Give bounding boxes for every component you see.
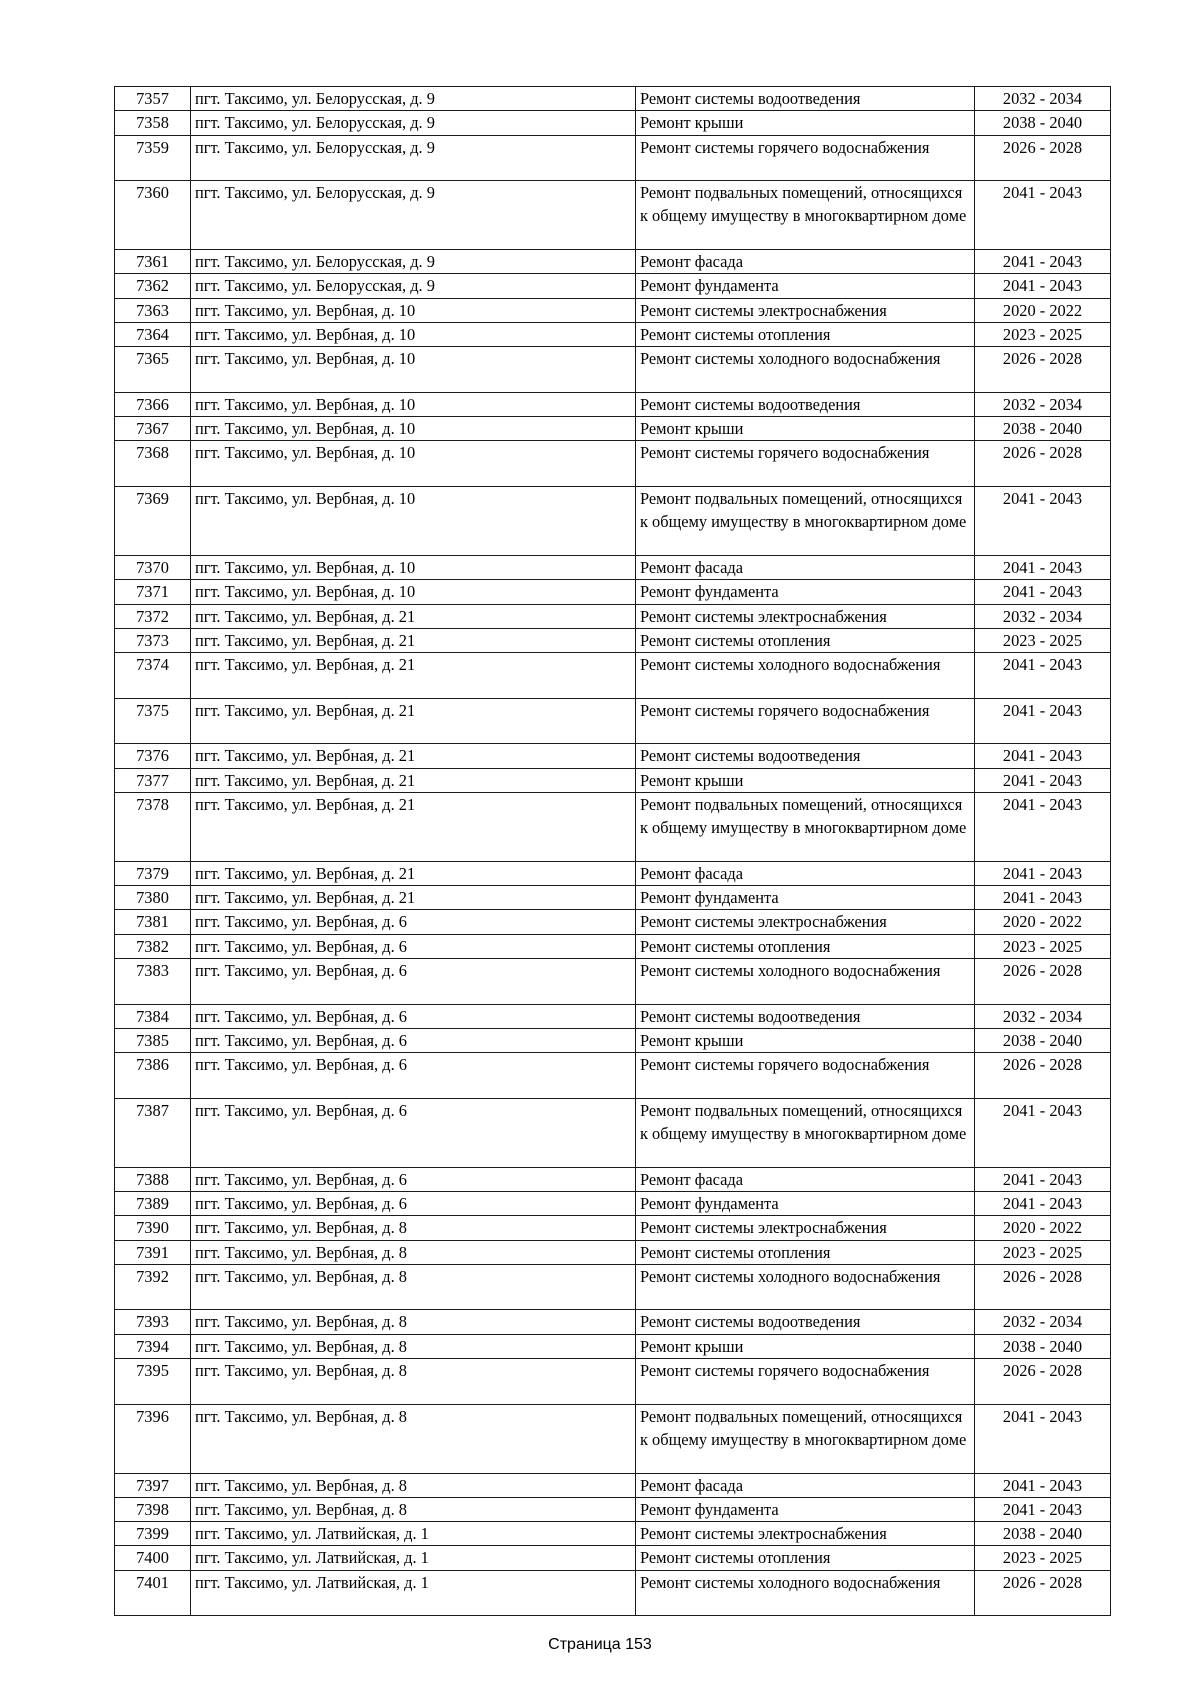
- work-type-cell: Ремонт системы холодного водоснабжения: [636, 1570, 975, 1616]
- row-number-cell: 7376: [115, 744, 191, 768]
- period-cell: 2023 - 2025: [975, 1240, 1111, 1264]
- row-number-cell: 7366: [115, 392, 191, 416]
- address-cell: пгт. Таксимо, ул. Вербная, д. 21: [191, 792, 636, 861]
- row-number-cell: 7374: [115, 653, 191, 699]
- period-cell: 2041 - 2043: [975, 744, 1111, 768]
- row-number-cell: 7368: [115, 441, 191, 487]
- row-number-cell: 7384: [115, 1004, 191, 1028]
- period-cell: 2020 - 2022: [975, 1216, 1111, 1240]
- table-row: [115, 1310, 1111, 1334]
- work-type-cell: Ремонт фасада: [636, 861, 975, 885]
- period-cell: 2041 - 2043: [975, 487, 1111, 556]
- repair-schedule-table: [114, 86, 1111, 1616]
- address-cell: пгт. Таксимо, ул. Вербная, д. 21: [191, 768, 636, 792]
- table-row: [115, 604, 1111, 628]
- period-cell: 2020 - 2022: [975, 910, 1111, 934]
- work-type-cell: Ремонт системы холодного водоснабжения: [636, 653, 975, 699]
- table-row: [115, 347, 1111, 393]
- table-row: [115, 744, 1111, 768]
- row-number-cell: 7390: [115, 1216, 191, 1240]
- period-cell: 2023 - 2025: [975, 1546, 1111, 1570]
- period-cell: 2041 - 2043: [975, 1497, 1111, 1521]
- work-type-cell: Ремонт системы отопления: [636, 934, 975, 958]
- row-number-cell: 7400: [115, 1546, 191, 1570]
- row-number-cell: 7363: [115, 298, 191, 322]
- table-row: [115, 1191, 1111, 1215]
- row-number-cell: 7401: [115, 1570, 191, 1616]
- work-type-cell: Ремонт системы холодного водоснабжения: [636, 958, 975, 1004]
- work-type-cell: Ремонт крыши: [636, 1334, 975, 1358]
- address-cell: пгт. Таксимо, ул. Вербная, д. 21: [191, 744, 636, 768]
- row-number-cell: 7369: [115, 487, 191, 556]
- row-number-cell: 7378: [115, 792, 191, 861]
- work-type-cell: Ремонт системы отопления: [636, 322, 975, 346]
- table-row: [115, 1334, 1111, 1358]
- row-number-cell: 7388: [115, 1167, 191, 1191]
- address-cell: пгт. Таксимо, ул. Вербная, д. 6: [191, 958, 636, 1004]
- address-cell: пгт. Таксимо, ул. Вербная, д. 10: [191, 417, 636, 441]
- period-cell: 2026 - 2028: [975, 347, 1111, 393]
- row-number-cell: 7399: [115, 1522, 191, 1546]
- period-cell: 2023 - 2025: [975, 628, 1111, 652]
- work-type-cell: Ремонт системы электроснабжения: [636, 1522, 975, 1546]
- address-cell: пгт. Таксимо, ул. Белорусская, д. 9: [191, 111, 636, 135]
- work-type-cell: Ремонт подвальных помещений, относящихся к общему имуществу в многоквартирном доме: [636, 1098, 975, 1167]
- work-type-cell: Ремонт системы электроснабжения: [636, 910, 975, 934]
- table-row: [115, 934, 1111, 958]
- table-row: [115, 1546, 1111, 1570]
- work-type-cell: Ремонт фасада: [636, 250, 975, 274]
- period-cell: 2026 - 2028: [975, 135, 1111, 181]
- table-row: [115, 698, 1111, 744]
- address-cell: пгт. Таксимо, ул. Вербная, д. 21: [191, 861, 636, 885]
- table-row: [115, 910, 1111, 934]
- period-cell: 2038 - 2040: [975, 1028, 1111, 1052]
- address-cell: пгт. Таксимо, ул. Вербная, д. 8: [191, 1497, 636, 1521]
- address-cell: пгт. Таксимо, ул. Вербная, д. 10: [191, 322, 636, 346]
- row-number-cell: 7397: [115, 1473, 191, 1497]
- work-type-cell: Ремонт системы отопления: [636, 628, 975, 652]
- table-row: [115, 1359, 1111, 1405]
- work-type-cell: Ремонт крыши: [636, 417, 975, 441]
- period-cell: 2023 - 2025: [975, 934, 1111, 958]
- address-cell: пгт. Таксимо, ул. Белорусская, д. 9: [191, 274, 636, 298]
- address-cell: пгт. Таксимо, ул. Белорусская, д. 9: [191, 135, 636, 181]
- work-type-cell: Ремонт системы водоотведения: [636, 1310, 975, 1334]
- work-type-cell: Ремонт фасада: [636, 1473, 975, 1497]
- table-row: [115, 1522, 1111, 1546]
- row-number-cell: 7381: [115, 910, 191, 934]
- address-cell: пгт. Таксимо, ул. Вербная, д. 8: [191, 1359, 636, 1405]
- table-row: [115, 487, 1111, 556]
- table-row: [115, 1264, 1111, 1310]
- table-row: [115, 653, 1111, 699]
- period-cell: 2041 - 2043: [975, 861, 1111, 885]
- row-number-cell: 7387: [115, 1098, 191, 1167]
- row-number-cell: 7367: [115, 417, 191, 441]
- work-type-cell: Ремонт системы водоотведения: [636, 392, 975, 416]
- work-type-cell: Ремонт системы отопления: [636, 1240, 975, 1264]
- address-cell: пгт. Таксимо, ул. Белорусская, д. 9: [191, 181, 636, 250]
- table-row: [115, 322, 1111, 346]
- table-row: [115, 250, 1111, 274]
- work-type-cell: Ремонт системы водоотведения: [636, 744, 975, 768]
- row-number-cell: 7364: [115, 322, 191, 346]
- address-cell: пгт. Таксимо, ул. Вербная, д. 10: [191, 392, 636, 416]
- period-cell: 2038 - 2040: [975, 111, 1111, 135]
- row-number-cell: 7371: [115, 580, 191, 604]
- row-number-cell: 7359: [115, 135, 191, 181]
- period-cell: 2041 - 2043: [975, 1404, 1111, 1473]
- address-cell: пгт. Таксимо, ул. Вербная, д. 10: [191, 555, 636, 579]
- row-number-cell: 7383: [115, 958, 191, 1004]
- table-row: [115, 298, 1111, 322]
- address-cell: пгт. Таксимо, ул. Вербная, д. 10: [191, 298, 636, 322]
- work-type-cell: Ремонт фундамента: [636, 1497, 975, 1521]
- work-type-cell: Ремонт системы водоотведения: [636, 87, 975, 111]
- period-cell: 2032 - 2034: [975, 604, 1111, 628]
- work-type-cell: Ремонт системы холодного водоснабжения: [636, 347, 975, 393]
- address-cell: пгт. Таксимо, ул. Вербная, д. 8: [191, 1404, 636, 1473]
- period-cell: 2026 - 2028: [975, 958, 1111, 1004]
- table-row: [115, 861, 1111, 885]
- address-cell: пгт. Таксимо, ул. Вербная, д. 8: [191, 1264, 636, 1310]
- work-type-cell: Ремонт подвальных помещений, относящихся к общему имуществу в многоквартирном доме: [636, 181, 975, 250]
- period-cell: 2032 - 2034: [975, 1004, 1111, 1028]
- table-row: [115, 1028, 1111, 1052]
- address-cell: пгт. Таксимо, ул. Латвийская, д. 1: [191, 1522, 636, 1546]
- table-row: [115, 1004, 1111, 1028]
- row-number-cell: 7357: [115, 87, 191, 111]
- row-number-cell: 7372: [115, 604, 191, 628]
- period-cell: 2026 - 2028: [975, 1264, 1111, 1310]
- row-number-cell: 7360: [115, 181, 191, 250]
- work-type-cell: Ремонт системы горячего водоснабжения: [636, 441, 975, 487]
- table-row: [115, 181, 1111, 250]
- period-cell: 2041 - 2043: [975, 792, 1111, 861]
- table-row: [115, 1497, 1111, 1521]
- table-row: [115, 1098, 1111, 1167]
- table-row: [115, 886, 1111, 910]
- row-number-cell: 7362: [115, 274, 191, 298]
- address-cell: пгт. Таксимо, ул. Вербная, д. 8: [191, 1334, 636, 1358]
- period-cell: 2023 - 2025: [975, 322, 1111, 346]
- row-number-cell: 7379: [115, 861, 191, 885]
- period-cell: 2038 - 2040: [975, 417, 1111, 441]
- row-number-cell: 7375: [115, 698, 191, 744]
- row-number-cell: 7373: [115, 628, 191, 652]
- work-type-cell: Ремонт фундамента: [636, 1191, 975, 1215]
- work-type-cell: Ремонт крыши: [636, 111, 975, 135]
- work-type-cell: Ремонт системы горячего водоснабжения: [636, 1053, 975, 1099]
- period-cell: 2038 - 2040: [975, 1522, 1111, 1546]
- row-number-cell: 7358: [115, 111, 191, 135]
- address-cell: пгт. Таксимо, ул. Вербная, д. 6: [191, 934, 636, 958]
- address-cell: пгт. Таксимо, ул. Вербная, д. 10: [191, 580, 636, 604]
- row-number-cell: 7389: [115, 1191, 191, 1215]
- work-type-cell: Ремонт системы электроснабжения: [636, 604, 975, 628]
- period-cell: 2041 - 2043: [975, 274, 1111, 298]
- address-cell: пгт. Таксимо, ул. Вербная, д. 8: [191, 1473, 636, 1497]
- address-cell: пгт. Таксимо, ул. Вербная, д. 6: [191, 1191, 636, 1215]
- row-number-cell: 7377: [115, 768, 191, 792]
- address-cell: пгт. Таксимо, ул. Вербная, д. 21: [191, 604, 636, 628]
- work-type-cell: Ремонт системы электроснабжения: [636, 1216, 975, 1240]
- address-cell: пгт. Таксимо, ул. Вербная, д. 8: [191, 1216, 636, 1240]
- period-cell: 2041 - 2043: [975, 698, 1111, 744]
- table-row: [115, 111, 1111, 135]
- address-cell: пгт. Таксимо, ул. Латвийская, д. 1: [191, 1570, 636, 1616]
- address-cell: пгт. Таксимо, ул. Вербная, д. 8: [191, 1310, 636, 1334]
- period-cell: 2041 - 2043: [975, 1473, 1111, 1497]
- work-type-cell: Ремонт крыши: [636, 768, 975, 792]
- period-cell: 2026 - 2028: [975, 1570, 1111, 1616]
- address-cell: пгт. Таксимо, ул. Вербная, д. 10: [191, 441, 636, 487]
- work-type-cell: Ремонт подвальных помещений, относящихся к общему имуществу в многоквартирном доме: [636, 792, 975, 861]
- address-cell: пгт. Таксимо, ул. Вербная, д. 21: [191, 886, 636, 910]
- row-number-cell: 7385: [115, 1028, 191, 1052]
- period-cell: 2041 - 2043: [975, 1098, 1111, 1167]
- address-cell: пгт. Таксимо, ул. Вербная, д. 6: [191, 1098, 636, 1167]
- period-cell: 2026 - 2028: [975, 1359, 1111, 1405]
- row-number-cell: 7398: [115, 1497, 191, 1521]
- period-cell: 2026 - 2028: [975, 441, 1111, 487]
- work-type-cell: Ремонт системы водоотведения: [636, 1004, 975, 1028]
- period-cell: 2041 - 2043: [975, 768, 1111, 792]
- address-cell: пгт. Таксимо, ул. Вербная, д. 10: [191, 347, 636, 393]
- row-number-cell: 7394: [115, 1334, 191, 1358]
- work-type-cell: Ремонт системы горячего водоснабжения: [636, 1359, 975, 1405]
- table-row: [115, 441, 1111, 487]
- table-row: [115, 1473, 1111, 1497]
- work-type-cell: Ремонт фасада: [636, 555, 975, 579]
- table-row: [115, 958, 1111, 1004]
- table-row: [115, 1404, 1111, 1473]
- work-type-cell: Ремонт системы электроснабжения: [636, 298, 975, 322]
- table-row: [115, 135, 1111, 181]
- period-cell: 2041 - 2043: [975, 1191, 1111, 1215]
- period-cell: 2041 - 2043: [975, 1167, 1111, 1191]
- address-cell: пгт. Таксимо, ул. Вербная, д. 21: [191, 653, 636, 699]
- period-cell: 2032 - 2034: [975, 392, 1111, 416]
- table-row: [115, 1240, 1111, 1264]
- work-type-cell: Ремонт системы горячего водоснабжения: [636, 135, 975, 181]
- work-type-cell: Ремонт крыши: [636, 1028, 975, 1052]
- row-number-cell: 7361: [115, 250, 191, 274]
- table-row: [115, 1167, 1111, 1191]
- row-number-cell: 7365: [115, 347, 191, 393]
- table-row: [115, 87, 1111, 111]
- work-type-cell: Ремонт фундамента: [636, 886, 975, 910]
- row-number-cell: 7370: [115, 555, 191, 579]
- table-row: [115, 768, 1111, 792]
- period-cell: 2041 - 2043: [975, 181, 1111, 250]
- period-cell: 2041 - 2043: [975, 886, 1111, 910]
- period-cell: 2038 - 2040: [975, 1334, 1111, 1358]
- address-cell: пгт. Таксимо, ул. Белорусская, д. 9: [191, 87, 636, 111]
- row-number-cell: 7386: [115, 1053, 191, 1099]
- period-cell: 2041 - 2043: [975, 653, 1111, 699]
- row-number-cell: 7382: [115, 934, 191, 958]
- row-number-cell: 7380: [115, 886, 191, 910]
- address-cell: пгт. Таксимо, ул. Вербная, д. 8: [191, 1240, 636, 1264]
- address-cell: пгт. Таксимо, ул. Вербная, д. 6: [191, 1167, 636, 1191]
- table-row: [115, 628, 1111, 652]
- row-number-cell: 7391: [115, 1240, 191, 1264]
- table-row: [115, 417, 1111, 441]
- row-number-cell: 7395: [115, 1359, 191, 1405]
- address-cell: пгт. Таксимо, ул. Белорусская, д. 9: [191, 250, 636, 274]
- work-type-cell: Ремонт системы отопления: [636, 1546, 975, 1570]
- address-cell: пгт. Таксимо, ул. Вербная, д. 21: [191, 698, 636, 744]
- period-cell: 2041 - 2043: [975, 555, 1111, 579]
- work-type-cell: Ремонт системы холодного водоснабжения: [636, 1264, 975, 1310]
- work-type-cell: Ремонт фундамента: [636, 580, 975, 604]
- table-row: [115, 555, 1111, 579]
- work-type-cell: Ремонт фасада: [636, 1167, 975, 1191]
- address-cell: пгт. Таксимо, ул. Вербная, д. 6: [191, 910, 636, 934]
- period-cell: 2041 - 2043: [975, 580, 1111, 604]
- address-cell: пгт. Таксимо, ул. Вербная, д. 6: [191, 1028, 636, 1052]
- row-number-cell: 7392: [115, 1264, 191, 1310]
- address-cell: пгт. Таксимо, ул. Вербная, д. 10: [191, 487, 636, 556]
- table-body: [115, 87, 1111, 1616]
- address-cell: пгт. Таксимо, ул. Вербная, д. 6: [191, 1004, 636, 1028]
- address-cell: пгт. Таксимо, ул. Вербная, д. 21: [191, 628, 636, 652]
- period-cell: 2026 - 2028: [975, 1053, 1111, 1099]
- address-cell: пгт. Таксимо, ул. Латвийская, д. 1: [191, 1546, 636, 1570]
- work-type-cell: Ремонт фундамента: [636, 274, 975, 298]
- period-cell: 2041 - 2043: [975, 250, 1111, 274]
- work-type-cell: Ремонт системы горячего водоснабжения: [636, 698, 975, 744]
- page-number: Страница 153: [548, 1636, 652, 1653]
- period-cell: 2020 - 2022: [975, 298, 1111, 322]
- table-row: [115, 1053, 1111, 1099]
- row-number-cell: 7393: [115, 1310, 191, 1334]
- table-row: [115, 392, 1111, 416]
- period-cell: 2032 - 2034: [975, 87, 1111, 111]
- table-row: [115, 580, 1111, 604]
- work-type-cell: Ремонт подвальных помещений, относящихся к общему имуществу в многоквартирном доме: [636, 487, 975, 556]
- period-cell: 2032 - 2034: [975, 1310, 1111, 1334]
- row-number-cell: 7396: [115, 1404, 191, 1473]
- table-row: [115, 1216, 1111, 1240]
- table-row: [115, 274, 1111, 298]
- table-row: [115, 1570, 1111, 1616]
- work-type-cell: Ремонт подвальных помещений, относящихся к общему имуществу в многоквартирном доме: [636, 1404, 975, 1473]
- address-cell: пгт. Таксимо, ул. Вербная, д. 6: [191, 1053, 636, 1099]
- table-row: [115, 792, 1111, 861]
